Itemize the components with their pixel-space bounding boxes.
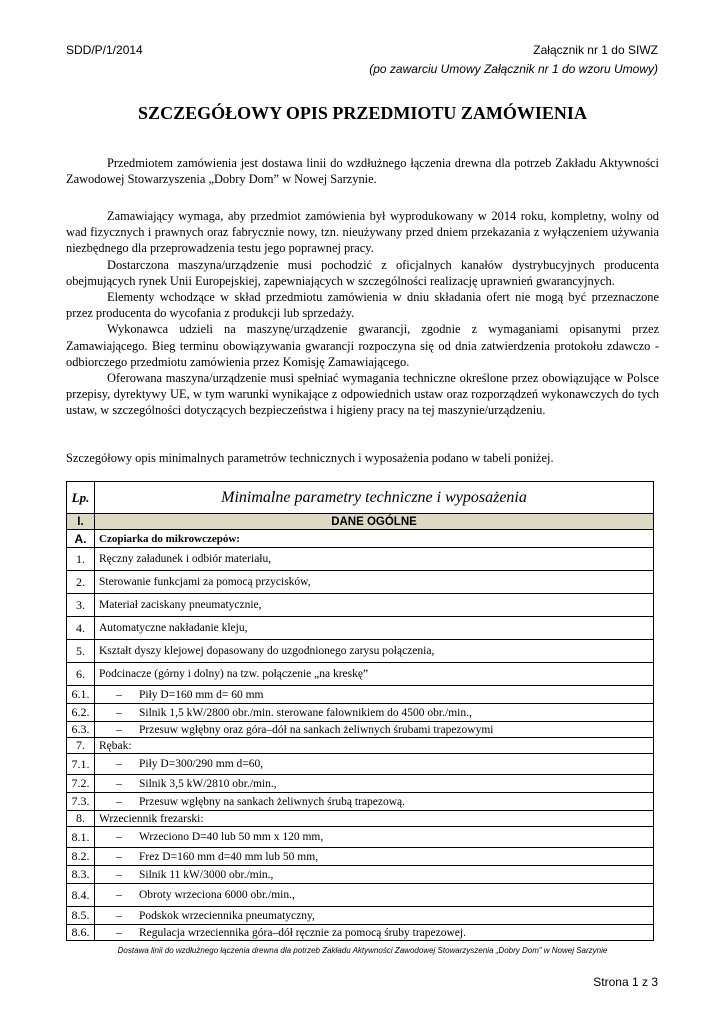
row-text-cell <box>95 754 654 775</box>
row-text: Obroty wrzeciona 6000 obr./min., <box>139 889 295 901</box>
row-text: Kształt dyszy klejowej dopasowany do uzgodnionego zarysu połączenia, <box>95 640 654 663</box>
table-row <box>67 793 654 811</box>
table-row <box>67 617 654 640</box>
row-text-cell <box>95 925 654 941</box>
paragraph-block-requirements <box>66 208 659 419</box>
column-lp-header: Lp. <box>67 482 95 514</box>
row-number: 8.6. <box>67 925 95 941</box>
attachment-label: Załącznik nr 1 do SIWZ <box>533 43 658 57</box>
paragraph-block-intro <box>66 155 659 187</box>
row-text: Frez D=160 mm d=40 mm lub 50 mm, <box>139 850 319 863</box>
table-intro: Szczegółowy opis minimalnych parametrów technicznych i wyposażenia podano w tabeli poniżej. <box>66 451 554 465</box>
row-number: 7.3. <box>67 793 95 811</box>
table-row <box>67 722 654 738</box>
table-row <box>67 907 654 925</box>
column-title-header: Minimalne parametry techniczne i wyposażenia <box>95 482 654 514</box>
row-text: Wrzeciennik frezarski: <box>95 811 654 827</box>
attachment-note: (po zawarciu Umowy Załącznik nr 1 do wzoru Umowy) <box>369 62 658 76</box>
table-row <box>67 548 654 571</box>
row-text-cell <box>95 884 654 907</box>
dash-bullet: – <box>116 831 122 843</box>
dash-bullet: – <box>116 795 122 808</box>
row-number: 6.3. <box>67 722 95 738</box>
section-title: DANE OGÓLNE <box>95 514 654 530</box>
table-row <box>67 827 654 848</box>
row-number: 6.1. <box>67 686 95 704</box>
dash-bullet: – <box>116 850 122 863</box>
table-row <box>67 594 654 617</box>
dash-bullet: – <box>116 723 122 736</box>
table-row <box>67 884 654 907</box>
row-number: 7.2. <box>67 775 95 793</box>
row-number: 1. <box>67 548 95 571</box>
dash-bullet: – <box>116 688 122 701</box>
row-text: Regulacja wrzeciennika góra–dół ręcznie za pomocą śruby trapezowej. <box>139 926 466 939</box>
row-number: 4. <box>67 617 95 640</box>
table-row <box>67 640 654 663</box>
section-row <box>67 514 654 530</box>
table-row <box>67 775 654 793</box>
row-text-cell <box>95 907 654 925</box>
page-number: Strona 1 z 3 <box>593 975 658 989</box>
row-number: 6.2. <box>67 704 95 722</box>
row-number: 8.5. <box>67 907 95 925</box>
table-row <box>67 704 654 722</box>
row-number: 8.2. <box>67 848 95 866</box>
footer-note: Dostawa linii do wzdłużnego łączenia drewna dla potrzeb Zakładu Aktywności Zawodowej Stowarzyszenia „Dobry Dom” w Nowej Sarzynie <box>117 946 608 955</box>
row-text-cell <box>95 686 654 704</box>
row-text: Automatyczne nakładanie kleju, <box>95 617 654 640</box>
section-number: I. <box>67 514 95 530</box>
table-row <box>67 738 654 754</box>
row-number: 8.4. <box>67 884 95 907</box>
row-text-cell <box>95 866 654 884</box>
row-text-cell <box>95 704 654 722</box>
subsection-number: A. <box>67 530 95 548</box>
dash-bullet: – <box>116 909 122 922</box>
paragraph: Oferowana maszyna/urządzenie musi spełniać wymagania techniczne określone przez obowiązujące w Polsce przepisy, dyrektywy UE, w tym warunki wynikające z odpowiednich ustaw oraz rozporządzeń wykonawczych do tych ustaw, w szczególności dotyczących bezpieczeństwa i higieny pracy na tej maszynie/urządzeniu. <box>66 371 659 418</box>
document-id: SDD/P/1/2014 <box>66 43 143 57</box>
table-row <box>67 848 654 866</box>
row-number: 5. <box>67 640 95 663</box>
paragraph: Zamawiający wymaga, aby przedmiot zamówienia był wyprodukowany w 2014 roku, kompletny, wolny od wad fizycznych i prawnych oraz fabrycznie nowy, tzn. nieużywany przed dniem przekazania z wyłączeniem używania niezbędnego dla przeprowadzenia testu jego poprawnej pracy. <box>66 209 659 256</box>
row-number: 2. <box>67 571 95 594</box>
table-row <box>67 663 654 686</box>
specification-table <box>66 481 654 941</box>
dash-bullet: – <box>116 706 122 719</box>
row-number: 3. <box>67 594 95 617</box>
row-text: Materiał zaciskany pneumatycznie, <box>95 594 654 617</box>
paragraph: Dostarczona maszyna/urządzenie musi pochodzić z oficjalnych kanałów dystrybucyjnych producenta obejmujących rynek Unii Europejskiej, zapewniających w szczególności realizację uprawnień gwarancyjnych. <box>66 257 659 288</box>
row-text: Silnik 3,5 kW/2810 obr./min., <box>139 777 277 790</box>
row-text: Przesuw wgłębny oraz góra–dół na sankach żeliwnych śrubami trapezowymi <box>139 723 494 736</box>
table-header-row <box>67 482 654 514</box>
table-row <box>67 866 654 884</box>
row-text-cell <box>95 827 654 848</box>
row-text: Ręczny załadunek i odbiór materiału, <box>95 548 654 571</box>
row-text: Piły D=300/290 mm d=60, <box>139 758 264 770</box>
row-text: Rębak: <box>95 738 654 754</box>
row-number: 7. <box>67 738 95 754</box>
paragraph: Przedmiotem zamówienia jest dostawa linii do wzdłużnego łączenia drewna dla potrzeb Zakładu Aktywności Zawodowej Stowarzyszenia „Dobry Dom” w Nowej Sarzynie. <box>66 156 659 187</box>
paragraph: Elementy wchodzące w skład przedmiotu zamówienia w dniu składania ofert nie mogą być przeznaczone przez producenta do wycofania z produkcji lub sprzedaży. <box>66 290 659 321</box>
table-row <box>67 811 654 827</box>
row-text-cell <box>95 793 654 811</box>
page-title: SZCZEGÓŁOWY OPIS PRZEDMIOTU ZAMÓWIENIA <box>138 103 587 123</box>
row-text: Silnik 11 kW/3000 obr./min., <box>139 868 274 881</box>
subsection-title: Czopiarka do mikrowczepów: <box>95 530 654 548</box>
row-number: 8.1. <box>67 827 95 848</box>
row-number: 6. <box>67 663 95 686</box>
table-row <box>67 925 654 941</box>
dash-bullet: – <box>116 889 122 901</box>
subsection-row <box>67 530 654 548</box>
row-text: Podskok wrzeciennika pneumatyczny, <box>139 909 315 922</box>
row-number: 7.1. <box>67 754 95 775</box>
table-row <box>67 754 654 775</box>
table-row <box>67 571 654 594</box>
row-text-cell <box>95 848 654 866</box>
row-text: Przesuw wgłębny na sankach żeliwnych śrubą trapezową. <box>139 795 405 808</box>
dash-bullet: – <box>116 777 122 790</box>
row-text: Podcinacze (górny i dolny) na tzw. połączenie „na kreskę” <box>95 663 654 686</box>
dash-bullet: – <box>116 868 122 881</box>
row-number: 8.3. <box>67 866 95 884</box>
dash-bullet: – <box>116 926 122 939</box>
row-text-cell <box>95 775 654 793</box>
row-text: Silnik 1,5 kW/2800 obr./min. sterowane falownikiem do 4500 obr./min., <box>139 706 472 719</box>
row-text: Piły D=160 mm d= 60 mm <box>139 688 264 701</box>
row-text-cell <box>95 722 654 738</box>
row-text: Wrzeciono D=40 lub 50 mm x 120 mm, <box>139 831 324 843</box>
paragraph: Wykonawca udzieli na maszynę/urządzenie gwarancji, zgodnie z wymaganiami opisanymi przez Zamawiającego. Bieg terminu obowiązywania gwarancji rozpoczyna się od dnia zatwierdzenia protokołu zdawczo - odbiorczego przedmiotu zamówienia przez Komisję Zamawiającego. <box>66 322 659 369</box>
row-number: 8. <box>67 811 95 827</box>
table-row <box>67 686 654 704</box>
dash-bullet: – <box>116 758 122 770</box>
row-text: Sterowanie funkcjami za pomocą przycisków, <box>95 571 654 594</box>
